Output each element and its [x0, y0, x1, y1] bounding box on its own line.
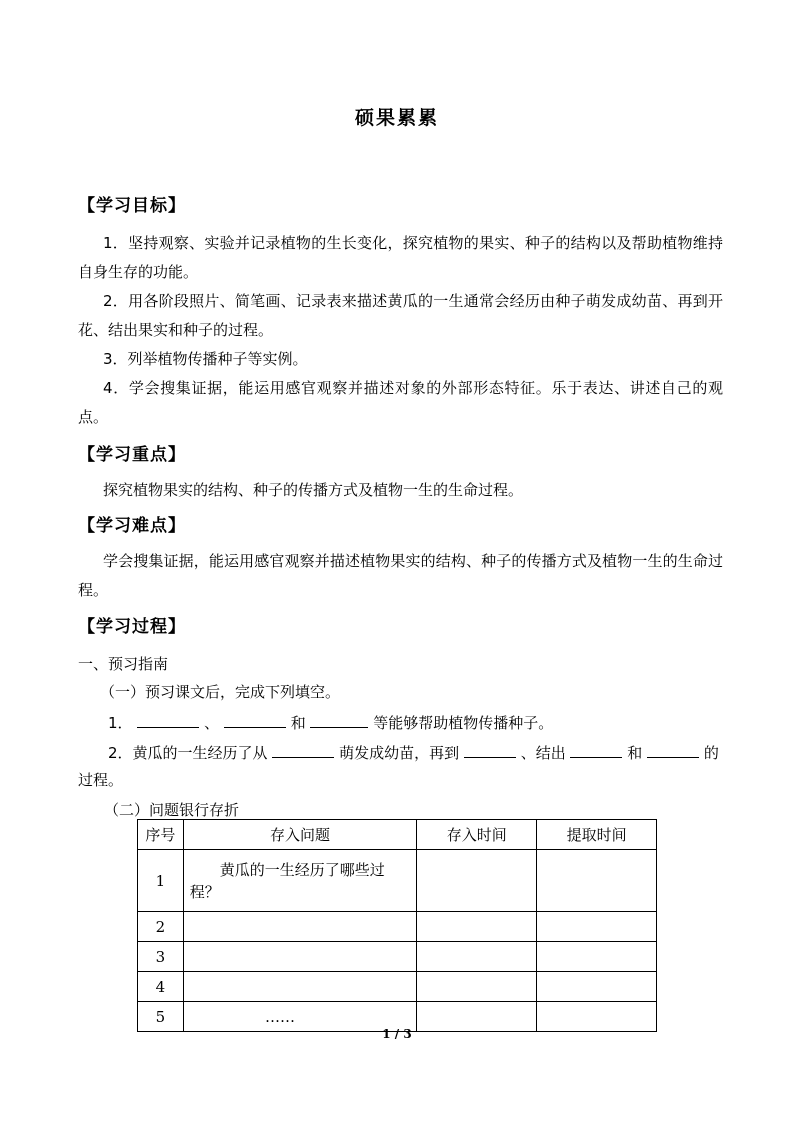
question-cell[interactable] [183, 972, 417, 1002]
deposit-time-cell[interactable] [417, 912, 537, 942]
row-number: 1 [138, 850, 184, 912]
row-number: 2 [138, 912, 184, 942]
row-number: 4 [138, 972, 184, 1002]
table-header-row [138, 820, 657, 850]
key-points-text: 探究植物果实的结构、种子的传播方式及植物一生的生命过程。 [103, 481, 524, 499]
heading-process: 【学习过程】 [78, 617, 186, 637]
fill-blank-line-2-wrap: 过程。 [78, 771, 124, 789]
heading-key-points: 【学习重点】 [78, 445, 186, 465]
header-deposit-time: 存入时间 [417, 820, 537, 850]
withdraw-time-cell[interactable] [537, 942, 657, 972]
header-withdraw-time: 提取时间 [537, 820, 657, 850]
difficulties-text: 学会搜集证据，能运用感官观察并描述植物果实的结构、种子的传播方式及植物一生的生命过程。 [78, 552, 723, 599]
blank-field[interactable] [310, 711, 368, 728]
table-row [138, 912, 657, 942]
fill-blank-line-1: 1． 、 和 等能够帮助植物传播种子。 [108, 711, 553, 733]
preview-subtitle-2: （二）问题银行存折 [104, 801, 240, 819]
blank-field[interactable] [224, 711, 286, 728]
preview-subtitle-1: （一）预习课文后，完成下列填空。 [100, 683, 341, 701]
page-number: 1 / 3 [382, 1027, 412, 1041]
goal-item-1: 1．坚持观察、实验并记录植物的生长变化，探究植物的果实、种子的结构以及帮助植物维持自身生存的功能。 [78, 234, 723, 281]
blank-field[interactable] [647, 741, 699, 758]
deposit-time-cell[interactable] [417, 972, 537, 1002]
table-row [138, 850, 657, 912]
deposit-time-cell[interactable] [417, 942, 537, 972]
heading-goals: 【学习目标】 [78, 196, 186, 216]
question-cell[interactable] [183, 912, 417, 942]
goal-item-4: 4．学会搜集证据，能运用感官观察并描述对象的外部形态特征。乐于表达、讲述自己的观点。 [78, 379, 723, 426]
preview-guide-title: 一、预习指南 [78, 655, 169, 673]
header-question: 存入问题 [183, 820, 417, 850]
table-row [138, 942, 657, 972]
goal-item-3: 3．列举植物传播种子等实例。 [103, 350, 308, 368]
table-row [138, 972, 657, 1002]
deposit-time-cell[interactable] [417, 850, 537, 912]
question-cell[interactable]: 黄瓜的一生经历了哪些过程？ [183, 850, 417, 912]
withdraw-time-cell[interactable] [537, 850, 657, 912]
heading-difficulties: 【学习难点】 [78, 516, 186, 536]
blank-field[interactable] [464, 741, 516, 758]
blank-field[interactable] [570, 741, 622, 758]
fill-blank-line-2: 2．黄瓜的一生经历了从 萌发成幼苗，再到 、结出 和 的 [108, 741, 719, 763]
header-number: 序号 [138, 820, 184, 850]
question-cell[interactable] [183, 942, 417, 972]
goal-item-2: 2．用各阶段照片、简笔画、记录表来描述黄瓜的一生通常会经历由种子萌发成幼苗、再到开花、结出果实和种子的过程。 [78, 292, 723, 339]
row-number: 3 [138, 942, 184, 972]
withdraw-time-cell[interactable] [537, 972, 657, 1002]
row-number: 5 [138, 1002, 184, 1032]
question-cell[interactable]: …… [183, 1002, 417, 1032]
blank-field[interactable] [272, 741, 334, 758]
withdraw-time-cell[interactable] [537, 912, 657, 942]
page-title: 硕果累累 [354, 107, 439, 129]
blank-field[interactable] [137, 711, 199, 728]
question-bank-table [137, 819, 657, 1032]
